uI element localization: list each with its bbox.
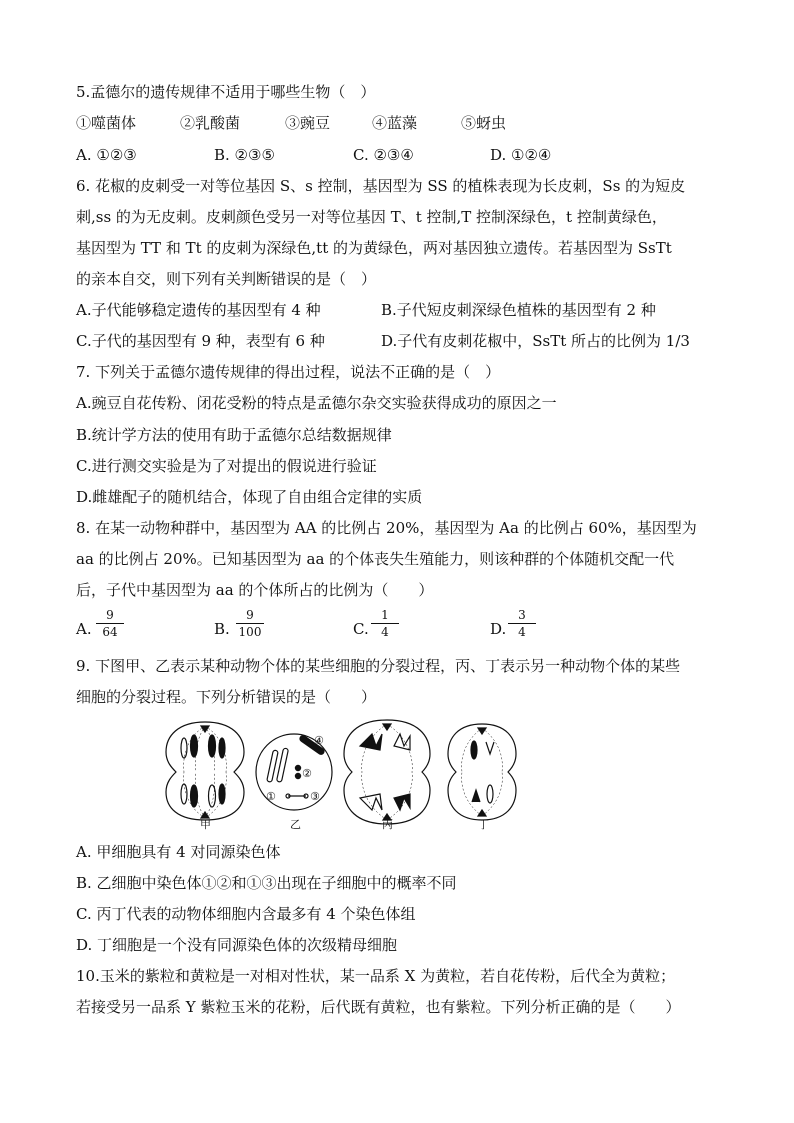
q6-option-c: C.子代的基因型有 9 种，表型有 6 种 [76,332,325,350]
q6-stem-line-4: 的亲本自交，则下列有关判断错误的是（ ） [76,270,377,288]
q5-stem: 5.孟德尔的遗传规律不适用于哪些生物（ ） [76,83,376,101]
q6-option-d: D.子代有皮刺花椒中，SsTt 所占的比例为 1/3 [381,332,690,350]
q8-option-b-fraction [236,608,264,639]
chromosome-mark-4: ④ [314,734,324,747]
cell-jia [166,722,244,820]
q8-option-d-fraction [508,608,536,639]
figure-label-ding: 丁 [478,818,489,831]
q8-option-d-letter: D. [490,620,507,638]
chromosome-mark-2: ② [302,767,312,780]
q5-option-d: D. ①②④ [490,146,552,164]
q5-item-4: ④蓝藻 [372,114,418,132]
q8-stem-line-3: 后，子代中基因型为 aa 的个体所占的比例为（ ） [76,581,434,599]
figure-label-bing: 丙 [382,818,393,831]
q7-stem: 7. 下列关于孟德尔遗传规律的得出过程，说法不正确的是（ ） [76,363,501,381]
q5-item-2: ②乳酸菌 [180,114,241,132]
fraction-denominator: 64 [102,625,118,639]
fraction-numerator: 1 [371,608,399,624]
q5-option-b: B. ②③⑤ [214,146,275,164]
q8-option-c-fraction [371,608,399,639]
chromosome-mark-1: ① [266,790,276,803]
figure-label-jia: 甲 [200,818,211,831]
q6-option-b: B.子代短皮刺深绿色植株的基因型有 2 种 [381,301,656,319]
q8-option-b-letter: B. [214,620,230,638]
cell-ding [448,724,516,820]
q5-item-3: ③豌豆 [285,114,331,132]
q6-stem-line-2: 刺,ss 的为无皮刺。皮刺颜色受另一对等位基因 T、t 控制,T 控制深绿色，t 控制黄绿色， [76,208,667,226]
q7-option-d: D.雌雄配子的随机结合，体现了自由组合定律的实质 [76,488,423,506]
q7-option-a: A.豌豆自花传粉、闭花受粉的特点是孟德尔杂交实验获得成功的原因之一 [76,394,557,412]
q8-stem-line-1: 8. 在某一动物种群中，基因型为 AA 的比例占 20%，基因型为 Aa 的比例占 60%，基因型为 [76,519,697,537]
q5-item-5: ⑤蚜虫 [461,114,507,132]
fraction-denominator: 4 [381,625,389,639]
q9-option-b: B. 乙细胞中染色体①②和①③出现在子细胞中的概率不同 [76,874,457,892]
q9-stem-line-2: 细胞的分裂过程。下列分析错误的是（ ） [76,688,377,706]
chromosome-mark-3: ③ [310,790,320,803]
q5-option-a: A. ①②③ [76,146,137,164]
q6-stem-line-1: 6. 花椒的皮刺受一对等位基因 S、s 控制，基因型为 SS 的植株表现为长皮刺，Ss 的为短皮 [76,177,686,195]
fraction-numerator: 3 [508,608,536,624]
q5-item-1: ①噬菌体 [76,114,137,132]
cell-division-figure [160,716,532,832]
q8-option-a-fraction [96,608,124,639]
q6-stem-line-3: 基因型为 TT 和 Tt 的皮刺为深绿色,tt 的为黄绿色，两对基因独立遗传。若基因型为 SsTt [76,239,672,257]
q7-option-b: B.统计学方法的使用有助于孟德尔总结数据规律 [76,426,392,444]
q10-stem-line-1: 10.玉米的紫粒和黄粒是一对相对性状，某一品系 X 为黄粒，若自花传粉，后代全为黄粒； [76,967,676,985]
fraction-numerator: 9 [96,608,124,624]
fraction-denominator: 4 [518,625,526,639]
fraction-numerator: 9 [236,608,264,624]
q10-stem-line-2: 若接受另一品系 Y 紫粒玉米的花粉，后代既有黄粒，也有紫粒。下列分析正确的是（ ） [76,998,681,1016]
q9-stem-line-1: 9. 下图甲、乙表示某种动物个体的某些细胞的分裂过程，丙、丁表示另一种动物个体的某些 [76,657,681,675]
figure-label-yi: 乙 [290,818,301,831]
q8-option-a-letter: A. [76,620,92,638]
q9-option-a: A. 甲细胞具有 4 对同源染色体 [76,843,281,861]
q9-option-c: C. 丙丁代表的动物体细胞内含最多有 4 个染色体组 [76,905,416,923]
q5-option-c: C. ②③④ [353,146,414,164]
q6-option-a: A.子代能够稳定遗传的基因型有 4 种 [76,301,321,319]
q8-stem-line-2: aa 的比例占 20%。已知基因型为 aa 的个体丧失生殖能力，则该种群的个体随机交配一代 [76,550,675,568]
fraction-denominator: 100 [238,625,262,639]
q8-option-c-letter: C. [353,620,369,638]
cell-bing [344,720,430,824]
q9-option-d: D. 丁细胞是一个没有同源染色体的次级精母细胞 [76,936,398,954]
q7-option-c: C.进行测交实验是为了对提出的假说进行验证 [76,457,377,475]
